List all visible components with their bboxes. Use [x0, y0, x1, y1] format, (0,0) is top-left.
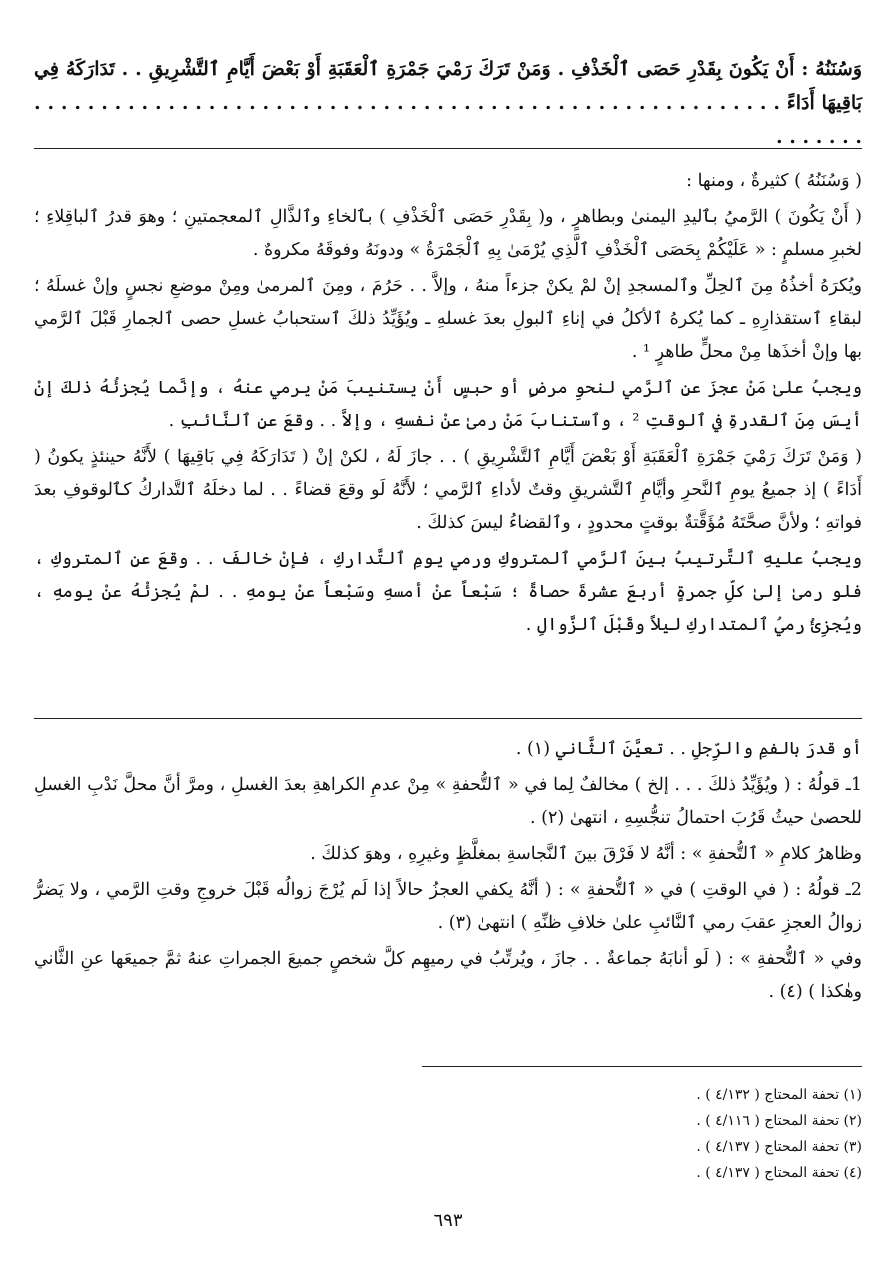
hashiya-paragraph: أو قدرَ بالفمِ والرِّجلِ . . تعيَّنَ ٱلثَّاني (١) .: [515, 739, 862, 759]
divider-middle: [34, 718, 862, 719]
sharh-paragraph: ( وَسُنَنُهُ ) كثيرةٌ ، ومنها :: [686, 171, 862, 191]
footnote: (٢) تحفة المحتاج ( ٤/١١٦ ) .: [696, 1113, 862, 1129]
hashiya-paragraph: وظاهرُ كلامِ « ٱلتُّحفةِ » : أنَّهُ لا فَرْقَ بينَ ٱلنَّجاسةِ بمغلَّظٍ وغيرِهِ ، وهوَ كذلكَ .: [310, 844, 862, 864]
sharh-text: [34, 165, 862, 645]
sharh-paragraph: ويجبُ عليهِ ٱلتَّرتيبُ بينَ ٱلرَّمي ٱلمتروكِ ورمي يومِ ٱلتَّداركِ ، فإنْ خالفَ . . وقعَ عنِ ٱلمتروكِ ، فلو رمىٰ إلىٰ كلِّ جمرةٍ أربعَ عشرةَ حصاةً ؛ سَبْعاً عنْ أمسهِ وسَبْعاً عنْ يومهِ . . لمْ يُجزئْهُ عنْ يومهِ ، ويُجزِئُ رميُ ٱلمتداركِ ليلاً وقَبْلَ ٱلزَّوالِ .: [34, 549, 862, 635]
matn-paragraph: وَسُنَنُهُ : أَنْ يَكُونَ بِقَدْرِ حَصَى ٱلْخَذْفِ . وَمَنْ تَرَكَ رَمْيَ جَمْرَةِ ٱلْعَقَبَةِ أَوْ بَعْضَ أَيَّامِ ٱلتَّشْرِيقِ . . تَدَارَكَهُ فِي بَاقِيهَا أَدَاءً . . . . . . . . . . . . . . . . . . . . . . . . . . . . . . . . . . . . . . . . . . . . . . . . . . . . . . . . . . . . . . .: [34, 58, 862, 148]
hashiya-paragraph: وفي « ٱلتُّحفةِ » : ( لَو أنابَهُ جماعةٌ . . جازَ ، ويُرتِّبُ في رميهِم كلَّ شخصٍ جميعَ الجمراتِ عنهُ ثمَّ جميعَها عنِ الثَّاني وهٰكذا ) (٤) .: [34, 949, 862, 1002]
footnote: (١) تحفة المحتاج ( ٤/١٣٢ ) .: [696, 1087, 862, 1103]
hashiya-paragraph: 2ـ قولُهُ : ( في الوقتِ ) في « ٱلتُّحفةِ » : ( أنَّهُ يكفي العجزُ حالاً إذا لَم يُرْجَ زوالُه قَبْلَ خروجِ وقتِ الرَّمي ، ولا يَضرُّ زوالُ العجزِ عقبَ رمي ٱلنَّائبِ علىٰ خلافِ ظنِّهِ ) انتهىٰ (٣) .: [34, 880, 862, 933]
divider-footnotes: [422, 1066, 862, 1067]
footnote: (٤) تحفة المحتاج ( ٤/١٣٧ ) .: [696, 1165, 862, 1181]
sharh-paragraph: ( أَنْ يَكُونَ ) الرَّميُ بٱليدِ اليمنىٰ وبطاهرٍ ، و( بِقَدْرِ حَصَى ٱلْخَذْفِ ) بٱلخاءِ وٱلذَّالِ ٱلمعجمتينِ ؛ وهوَ قدرُ ٱلباقِلاءِ ؛ لخبرِ مسلمٍ : « عَلَيْكُمْ بِحَصَى ٱلْخَذْفِ ٱلَّذِي يُرْمَىٰ بِهِ ٱلْجَمْرَةُ » ودونَهُ وفوقَهُ مكروهٌ .: [34, 207, 862, 260]
divider-top: [34, 148, 862, 149]
page-number: ٦٩٣: [433, 1210, 463, 1231]
hashiya-text: [34, 733, 862, 1012]
hashiya-paragraph: 1ـ قولُهُ : ( ويُؤَيِّدُ ذلكَ . . . إلخ ) مخالفٌ لِما في « ٱلتُّحفةِ » مِنْ عدمِ الكراهةِ بعدَ الغسلِ ، ومرَّ أنَّ محلَّ نَدْبِ الغسلِ للحصىٰ حيثُ قَرُبَ احتمالُ تنجُّسِهِ ، انتهىٰ (٢) .: [34, 775, 862, 828]
sharh-paragraph: ويجبُ علىٰ مَنْ عجزَ عنِ ٱلرَّمي لنحوِ مرضٍ أو حبسٍ أَنْ يستنيبَ مَنْ يرمي عنهُ ، وإنَّما يُجزئُهُ ذلكَ إنْ أيسَ مِنَ ٱلقدرةِ في ٱلوقتِ ² ، وٱستنابَ مَنْ رمىٰ عنْ نفسهِ ، وإلاَّ . . وقعَ عنِ ٱلنَّائبِ .: [34, 378, 862, 431]
footnote: (٣) تحفة المحتاج ( ٤/١٣٧ ) .: [696, 1139, 862, 1155]
book-page: [34, 0, 862, 1270]
footnotes: [422, 1082, 862, 1186]
sharh-paragraph: ( وَمَنْ تَرَكَ رَمْيَ جَمْرَةِ ٱلْعَقَبَةِ أَوْ بَعْضَ أَيَّامِ ٱلتَّشْرِيقِ ) . . جازَ لَهُ ، لكنْ إنْ ( تَدَارَكَهُ فِي بَاقِيهَا ) لأَنَّهُ حينئذٍ يكونُ ( أَدَاءً ) إذ جميعُ يومِ ٱلنَّحرِ وأيَّامِ ٱلتَّشريقِ وقتٌ لأداءِ ٱلرَّمي ؛ لأَنَّهُ لَو وقعَ قضاءً . . لما دخلَهُ ٱلتَّداركُ كٱلوقوفِ بعدَ فواتهِ ؛ ولأنَّ صحَّتَهُ مُؤَقَّتةٌ بوقتٍ محدودٍ ، وٱلقضاءُ ليسَ كذلكَ .: [34, 447, 862, 533]
matn-text: [34, 52, 862, 154]
sharh-paragraph: ويُكرَهُ أخذُهُ مِنَ ٱلحِلِّ وٱلمسجدِ إنْ لمْ يكنْ جزءاً منهُ ، وإلاَّ . . حَرُمَ ، ومِنَ ٱلمرمىٰ ومِنْ موضعِ نجسٍ وإنْ غسلَهُ ؛ لبقاءِ ٱستقذارِهِ ـ كما يُكرهُ ٱلأكلُ في إناءِ ٱلبولِ بعدَ غسلهِ ـ ويُؤَيِّدُ ذلكَ ٱستحبابُ غسلِ حصى ٱلجمارِ قَبْلَ ٱلرَّمي بها وإنْ أخذَها مِنْ محلٍّ طاهرٍ ¹ .: [34, 276, 862, 362]
